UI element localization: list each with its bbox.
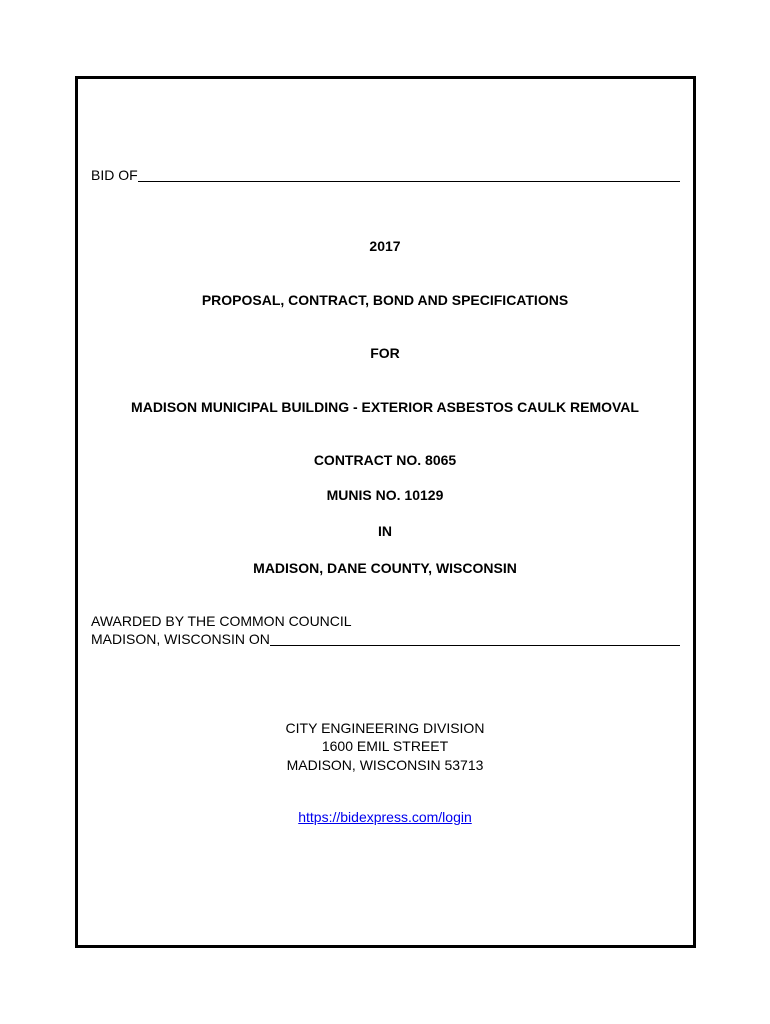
contract-number: CONTRACT NO. 8065 — [313, 452, 457, 468]
bid-of-blank-line — [138, 167, 680, 182]
for-heading: FOR — [370, 345, 400, 361]
project-title: MADISON MUNICIPAL BUILDING - EXTERIOR ASBESTOS CAULK REMOVAL — [131, 399, 639, 415]
link-row — [0, 808, 770, 826]
awarded-date-blank-line — [270, 631, 680, 646]
awarded-date-label: MADISON, WISCONSIN ON — [91, 631, 270, 647]
bid-of-row — [91, 166, 680, 184]
street-address: 1600 EMIL STREET — [321, 738, 449, 754]
in-heading: IN — [378, 523, 392, 539]
division-name: CITY ENGINEERING DIVISION — [285, 720, 485, 736]
document-type-heading: PROPOSAL, CONTRACT, BOND AND SPECIFICATIONS — [201, 292, 569, 308]
city-state-zip: MADISON, WISCONSIN 53713 — [286, 757, 484, 773]
year-heading: 2017 — [369, 238, 401, 254]
munis-number: MUNIS NO. 10129 — [326, 487, 444, 503]
awarded-date-row — [91, 630, 680, 648]
location-heading: MADISON, DANE COUNTY, WISCONSIN — [253, 560, 517, 576]
bid-of-label: BID OF — [91, 167, 138, 183]
awarded-by-line: AWARDED BY THE COMMON COUNCIL — [91, 613, 352, 629]
bidexpress-login-link[interactable]: https://bidexpress.com/login — [298, 809, 472, 825]
